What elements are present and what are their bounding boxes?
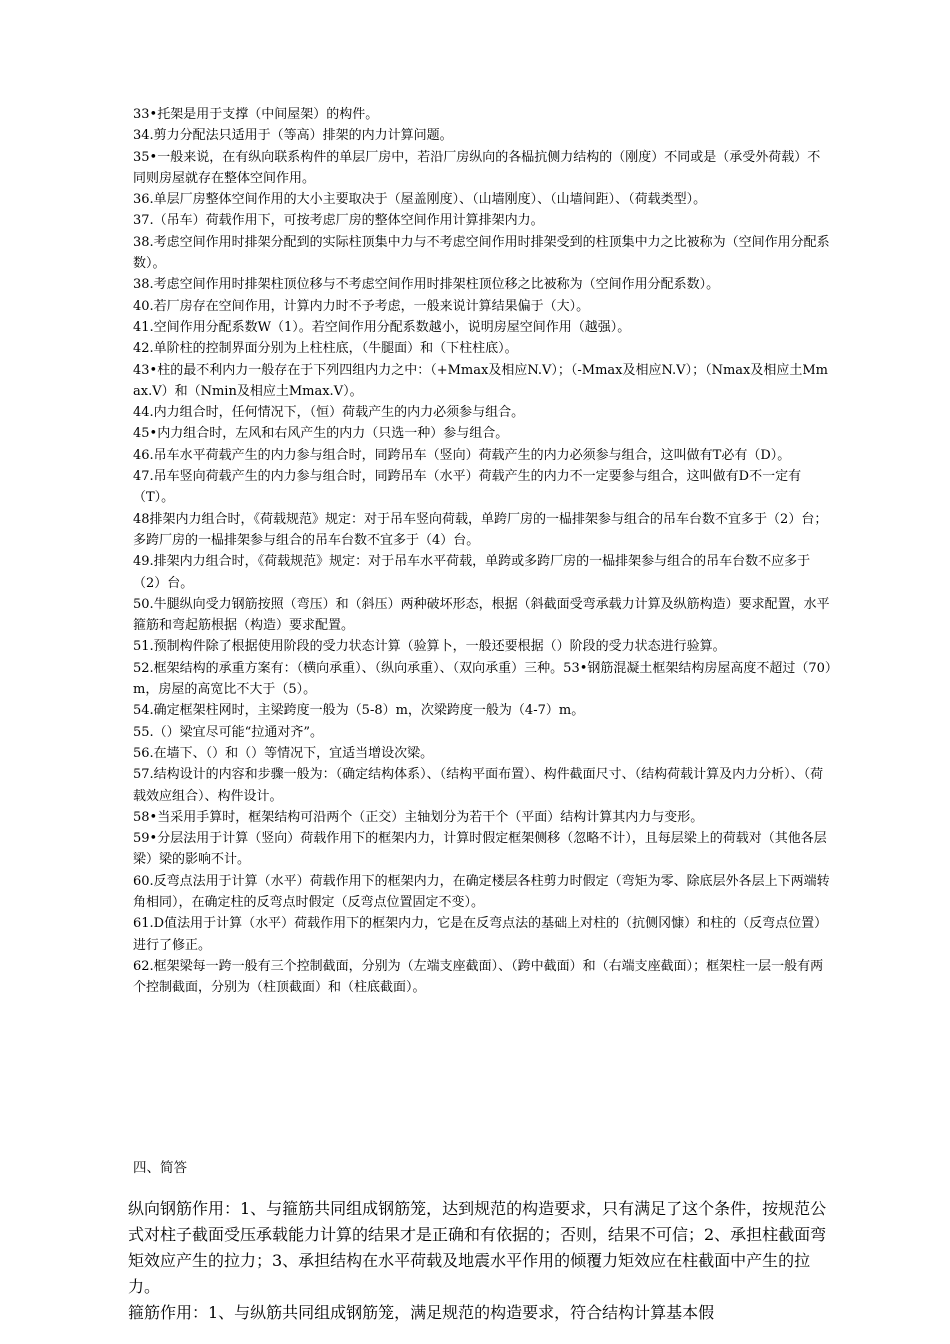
question-item: 42.单阶柱的控制界面分别为上柱柱底，（牛腿面）和（下柱柱底）。 [133, 341, 518, 357]
question-item: 50.牛腿纵向受力钢筋按照（弯压）和（斜压）两种破坏形态，根据（斜截面受弯承载力计算及纵筋构造）要求配置，水平箍筋和弯起筋根据（构造）要求配置。 [133, 596, 830, 634]
question-item: 57.结构设计的内容和步骤一般为：（确定结构体系）、（结构平面布置）、构件截面尺寸、（结构荷载计算及内力分析）、（荷载效应组合）、构件设计。 [133, 767, 824, 804]
question-item: 62.框架梁每一跨一般有三个控制截面，分别为（左端支座截面）、（跨中截面）和（右端支座截面）；框架柱一层一般有两个控制截面，分别为（柱顶截面）和（柱底截面）。 [133, 958, 824, 996]
question-item: 60.反弯点法用于计算（水平）荷载作用下的框架内力，在确定楼层各柱剪力时假定（弯矩为零、除底层外各层上下两端转角相同），在确定柱的反弯点时假定（反弯点位置固定不变）。 [133, 873, 830, 910]
question-item: 45•内力组合时，左风和右风产生的内力（只选一种）参与组合。 [133, 426, 509, 442]
question-item: 41.空间作用分配系数W（1）。若空间作用分配系数越小，说明房屋空间作用（越强）。 [133, 319, 631, 335]
short-answer-section [128, 1196, 836, 1326]
question-item: 47.吊车竖向荷载产生的内力参与组合时，同跨吊车（水平）荷载产生的内力不一定要参与组合，这叫做有D不一定有（T）。 [133, 469, 802, 506]
question-item: 38.考虑空间作用时排架分配到的实际柱顶集中力与不考虑空间作用时排架受到的柱顶集中力之比被称为（空间作用分配系数）。 [133, 234, 830, 272]
question-item: 35•一般来说，在有纵向联系构件的单层厂房中，若沿厂房纵向的各榀抗侧力结构的（刚度）不同或是（承受外荷载）不同则房屋就存在整体空间作用。 [133, 149, 821, 186]
fill-in-items [133, 104, 833, 998]
section-title: 四、简答 [133, 1160, 187, 1176]
question-item: 48排架内力组合时，《荷载规范》规定：对于吊车竖向荷载，单跨厂房的一榀排架参与组合的吊车台数不宜多于（2）台；多跨厂房的一榀排架参与组合的吊车台数不宜多于（4）台。 [133, 511, 828, 548]
question-item: 52.框架结构的承重方案有：（横向承重）、（纵向承重）、（双向承重）三种。53•钢筋混凝土框架结构房屋高度不超过（70）m，房屋的高宽比不大于（5）。 [133, 660, 832, 698]
question-item: 33•托架是用于支撑（中间屋架）的构件。 [133, 107, 379, 122]
question-item: 49.排架内力组合时，《荷载规范》规定：对于吊车水平荷载，单跨或多跨厂房的一榀排架参与组合的吊车台数不应多于（2）台。 [133, 554, 811, 591]
question-item: 56.在墙下、（）和（）等情况下，宜适当增设次梁。 [133, 745, 434, 761]
question-item: 40.若厂房存在空间作用，计算内力时不予考虑，一般来说计算结果偏于（大）。 [133, 298, 590, 314]
question-item: 58•当采用手算时，框架结构可沿两个（正交）主轴划分为若干个（平面）结构计算其内力与变形。 [133, 809, 704, 825]
question-item: 44.内力组合时，任何情况下，（恒）荷载产生的内力必须参与组合。 [133, 405, 525, 421]
question-item: 46.吊车水平荷载产生的内力参与组合时，同跨吊车（竖向）荷载产生的内力必须参与组合，这叫做有T必有（D）。 [133, 447, 791, 463]
answer-paragraph: 箍筋作用：1、与纵筋共同组成钢筋笼，满足规范的构造要求，符合结构计算基本假 [128, 1303, 715, 1322]
question-item: 59•分层法用于计算（竖向）荷载作用下的框架内力，计算时假定框架侧移（忽略不计），且每层梁上的荷载对（其他各层梁）梁的影响不计。 [133, 831, 827, 868]
question-item: 34.剪力分配法只适用于（等高）排架的内力计算问题。 [133, 128, 453, 144]
question-item: 61.D值法用于计算（水平）荷载作用下的框架内力，它是在反弯点法的基础上对柱的（抗侧冈慷）和柱的（反弯点位置）进行了修正。 [133, 916, 828, 953]
question-item: 36.单层厂房整体空间作用的大小主要取决于（屋盖刚度）、（山墙刚度）、（山墙间距）、（荷载类型）。 [133, 192, 707, 208]
question-item: 55.（）梁宜尽可能“拉通对齐”。 [133, 724, 323, 740]
answer-paragraph: 纵向钢筋作用：1、与箍筋共同组成钢筋笼，达到规范的构造要求，只有满足了这个条件，按规范公式对柱子截面受压承载能力计算的结果才是正确和有依据的；否则，结果不可信；2、承担柱截面弯矩效应产生的拉力；3、承担结构在水平荷载及地震水平作用的倾覆力矩效应在柱截面中产生的拉力。 [128, 1199, 827, 1296]
question-item: 37.（吊车）荷载作用下，可按考虑厂房的整体空间作用计算排架内力。 [133, 213, 544, 229]
question-item: 43•柱的最不利内力一般存在于下列四组内力之中：（+Mmax及相应N.V）；（-Mmax及相应N.V）；（Nmax及相应土Mmax.V）和（Nmin及相应土Mmax.V）。 [133, 362, 828, 399]
question-item: 51.预制构件除了根据使用阶段的受力状态计算（验算卜，一般还要根据（）阶段的受力状态进行验算。 [133, 639, 726, 655]
question-item: 54.确定框架柱网时，主梁跨度一般为（5-8）m，次梁跨度一般为（4-7）m。 [133, 703, 585, 719]
question-item: 38.考虑空间作用时排架柱顶位移与不考虑空间作用时排架柱顶位移之比被称为（空间作用分配系数）。 [133, 277, 720, 293]
